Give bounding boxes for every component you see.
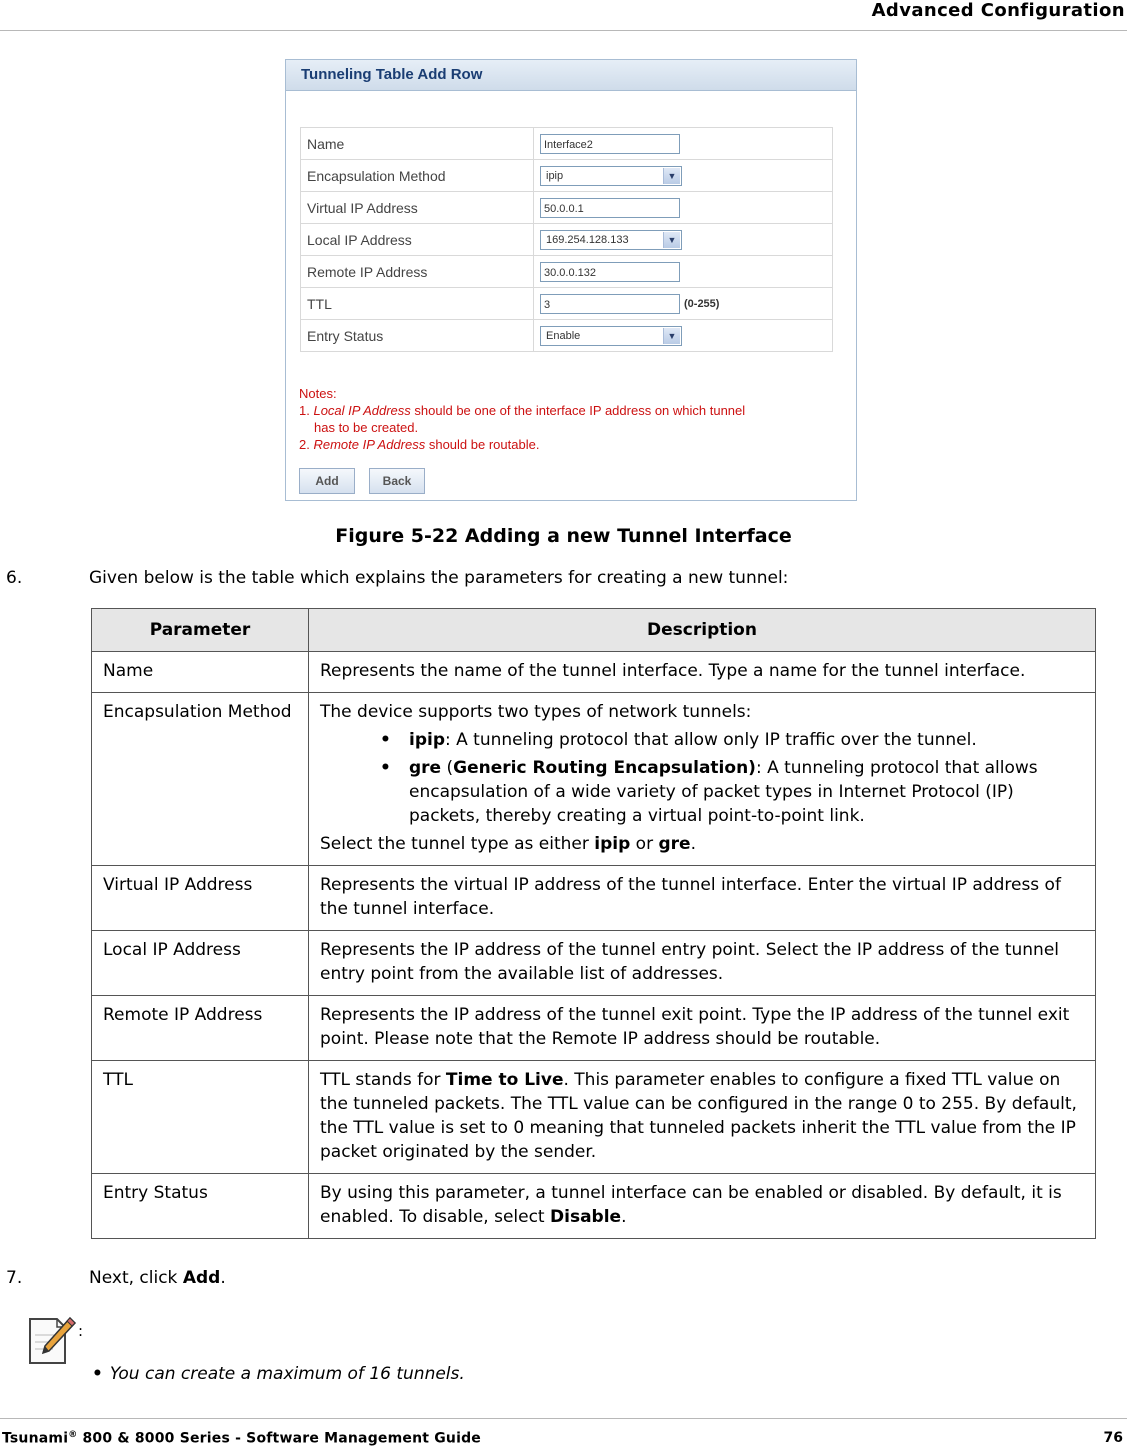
term: Disable bbox=[550, 1207, 622, 1227]
term: gre bbox=[409, 758, 442, 778]
desc-cell bbox=[309, 1061, 1096, 1174]
back-button[interactable]: Back bbox=[369, 468, 425, 494]
add-row-form bbox=[300, 127, 833, 352]
chevron-down-icon: ▼ bbox=[663, 328, 680, 344]
pencil-note-icon bbox=[27, 1315, 77, 1367]
ttl-input[interactable]: 3 bbox=[540, 294, 680, 314]
field-label: Encapsulation Method bbox=[301, 160, 534, 192]
step-7 bbox=[6, 1268, 226, 1288]
select-value: ipip bbox=[546, 169, 564, 182]
form-notes bbox=[299, 385, 844, 453]
desc-cell bbox=[309, 1174, 1096, 1239]
param-cell: Remote IP Address bbox=[92, 996, 309, 1061]
remote-ip-input[interactable]: 30.0.0.132 bbox=[540, 262, 680, 282]
param-cell: Local IP Address bbox=[92, 931, 309, 996]
select-value: Enable bbox=[546, 329, 581, 342]
registered-mark: ® bbox=[68, 1430, 78, 1440]
tunneling-add-row-screenshot bbox=[285, 59, 857, 501]
note-1-continued: has to be created. bbox=[314, 420, 419, 435]
note-number: 1. bbox=[299, 403, 310, 418]
term: gre bbox=[658, 834, 691, 854]
form-row-virtual-ip bbox=[301, 192, 833, 224]
guide-name: 800 & 8000 Series - Software Management Guide bbox=[77, 1430, 482, 1447]
table-header-row bbox=[92, 609, 1096, 652]
note-1 bbox=[299, 402, 844, 419]
term: ipip bbox=[409, 730, 445, 750]
step-number: 6. bbox=[6, 568, 23, 588]
desc-cell: Represents the name of the tunnel interface. Type a name for the tunnel interface. bbox=[309, 652, 1096, 693]
field-label: Remote IP Address bbox=[301, 256, 534, 288]
name-input[interactable]: Interface2 bbox=[540, 134, 680, 154]
desc-cell bbox=[309, 693, 1096, 866]
list-item bbox=[320, 756, 1085, 828]
table-row bbox=[92, 931, 1096, 996]
table-row bbox=[92, 996, 1096, 1061]
term-expansion: Generic Routing Encapsulation) bbox=[453, 758, 756, 778]
term-desc: : A tunneling protocol that allow only IP traffic over the tunnel. bbox=[445, 730, 977, 750]
figure-caption: Figure 5-22 Adding a new Tunnel Interface bbox=[335, 525, 792, 547]
page-number: 76 bbox=[1103, 1430, 1123, 1446]
desc-cell: Represents the IP address of the tunnel exit point. Type the IP address of the tunnel exit point. Please note that the Remote IP address should be routable. bbox=[309, 996, 1096, 1061]
term: Time to Live bbox=[445, 1070, 564, 1090]
note-2 bbox=[299, 436, 844, 453]
note-text: should be one of the interface IP address on which tunnel bbox=[410, 403, 746, 418]
encapsulation-select[interactable] bbox=[540, 166, 682, 186]
column-header-description: Description bbox=[309, 609, 1096, 652]
field-label: Name bbox=[301, 128, 534, 160]
text: . bbox=[621, 1207, 627, 1227]
field-label: Local IP Address bbox=[301, 224, 534, 256]
chevron-down-icon: ▼ bbox=[663, 168, 680, 184]
page-footer bbox=[0, 1418, 1127, 1448]
page-header bbox=[0, 0, 1127, 31]
field-label: TTL bbox=[301, 288, 534, 320]
virtual-ip-input[interactable]: 50.0.0.1 bbox=[540, 198, 680, 218]
form-row-local-ip bbox=[301, 224, 833, 256]
desc-intro: The device supports two types of network tunnels: bbox=[320, 702, 752, 722]
form-row-encapsulation bbox=[301, 160, 833, 192]
term: ipip bbox=[594, 834, 631, 854]
bullet-icon: • bbox=[380, 758, 391, 778]
footer-guide-title bbox=[2, 1430, 481, 1447]
note-text bbox=[92, 1364, 465, 1384]
text: TTL stands for bbox=[320, 1070, 446, 1090]
list-item bbox=[320, 728, 1085, 752]
note-text: should be routable. bbox=[425, 437, 540, 452]
product-name: Tsunami bbox=[2, 1430, 69, 1447]
panel-title: Tunneling Table Add Row bbox=[301, 66, 483, 83]
param-cell: TTL bbox=[92, 1061, 309, 1174]
bullet-icon: • bbox=[92, 1364, 103, 1384]
text: Select the tunnel type as either bbox=[320, 834, 595, 854]
step-text: Given below is the table which explains the parameters for creating a new tunnel: bbox=[89, 568, 789, 588]
notes-heading: Notes: bbox=[299, 386, 337, 401]
term-sep: ( bbox=[441, 758, 454, 778]
ttl-range-hint: (0-255) bbox=[684, 297, 720, 310]
entry-status-select[interactable] bbox=[540, 326, 682, 346]
text: or bbox=[630, 834, 659, 854]
param-cell: Entry Status bbox=[92, 1174, 309, 1239]
note-term: Local IP Address bbox=[313, 403, 411, 418]
table-row bbox=[92, 1061, 1096, 1174]
term-desc: : A tunneling protocol that allows encapsulation of a wide variety of packet types in Internet Protocol (IP) packets, thereby creating a virtual point-to-point link. bbox=[409, 758, 1038, 826]
field-label: Virtual IP Address bbox=[301, 192, 534, 224]
param-cell: Encapsulation Method bbox=[92, 693, 309, 866]
table-row bbox=[92, 652, 1096, 693]
form-row-remote-ip bbox=[301, 256, 833, 288]
note-bullet-text: You can create a maximum of 16 tunnels. bbox=[109, 1364, 465, 1384]
add-button[interactable]: Add bbox=[299, 468, 355, 494]
step-text: Next, click bbox=[89, 1268, 183, 1288]
param-cell: Virtual IP Address bbox=[92, 866, 309, 931]
text: . This parameter enables to configure a fixed TTL value on the tunneled packets. The TTL value can be configured in the range 0 to 255. By default, the TTL value is set to 0 meaning that tunneled packets inherit the TTL value from the IP packet originated by the sender. bbox=[320, 1070, 1077, 1162]
table-row bbox=[92, 1174, 1096, 1239]
bullet-icon: • bbox=[380, 730, 391, 750]
form-row-name bbox=[301, 128, 833, 160]
note-term: Remote IP Address bbox=[313, 437, 426, 452]
panel-titlebar bbox=[286, 60, 856, 91]
field-label: Entry Status bbox=[301, 320, 534, 352]
text: By using this parameter, a tunnel interface can be enabled or disabled. By default, it is enabled. To disable, select bbox=[320, 1183, 1062, 1227]
select-value: 169.254.128.133 bbox=[546, 233, 629, 246]
table-row bbox=[92, 693, 1096, 866]
desc-cell: Represents the virtual IP address of the tunnel interface. Enter the virtual IP address of the tunnel interface. bbox=[309, 866, 1096, 931]
section-title: Advanced Configuration bbox=[871, 0, 1125, 21]
note-number: 2. bbox=[299, 437, 310, 452]
parameter-table bbox=[91, 608, 1096, 1239]
desc-select-line bbox=[320, 832, 1085, 856]
column-header-parameter: Parameter bbox=[92, 609, 309, 652]
param-cell: Name bbox=[92, 652, 309, 693]
step-term: Add bbox=[182, 1268, 221, 1288]
step-number: 7. bbox=[6, 1268, 23, 1288]
table-row bbox=[92, 866, 1096, 931]
step-text: . bbox=[220, 1268, 226, 1288]
note-colon: : bbox=[78, 1322, 84, 1340]
form-row-entry-status bbox=[301, 320, 833, 352]
local-ip-select[interactable] bbox=[540, 230, 682, 250]
tunnel-type-list bbox=[320, 728, 1085, 828]
text: . bbox=[690, 834, 696, 854]
form-row-ttl bbox=[301, 288, 833, 320]
chevron-down-icon: ▼ bbox=[663, 232, 680, 248]
step-6 bbox=[6, 568, 788, 588]
desc-cell: Represents the IP address of the tunnel entry point. Select the IP address of the tunnel entry point from the available list of addresses. bbox=[309, 931, 1096, 996]
